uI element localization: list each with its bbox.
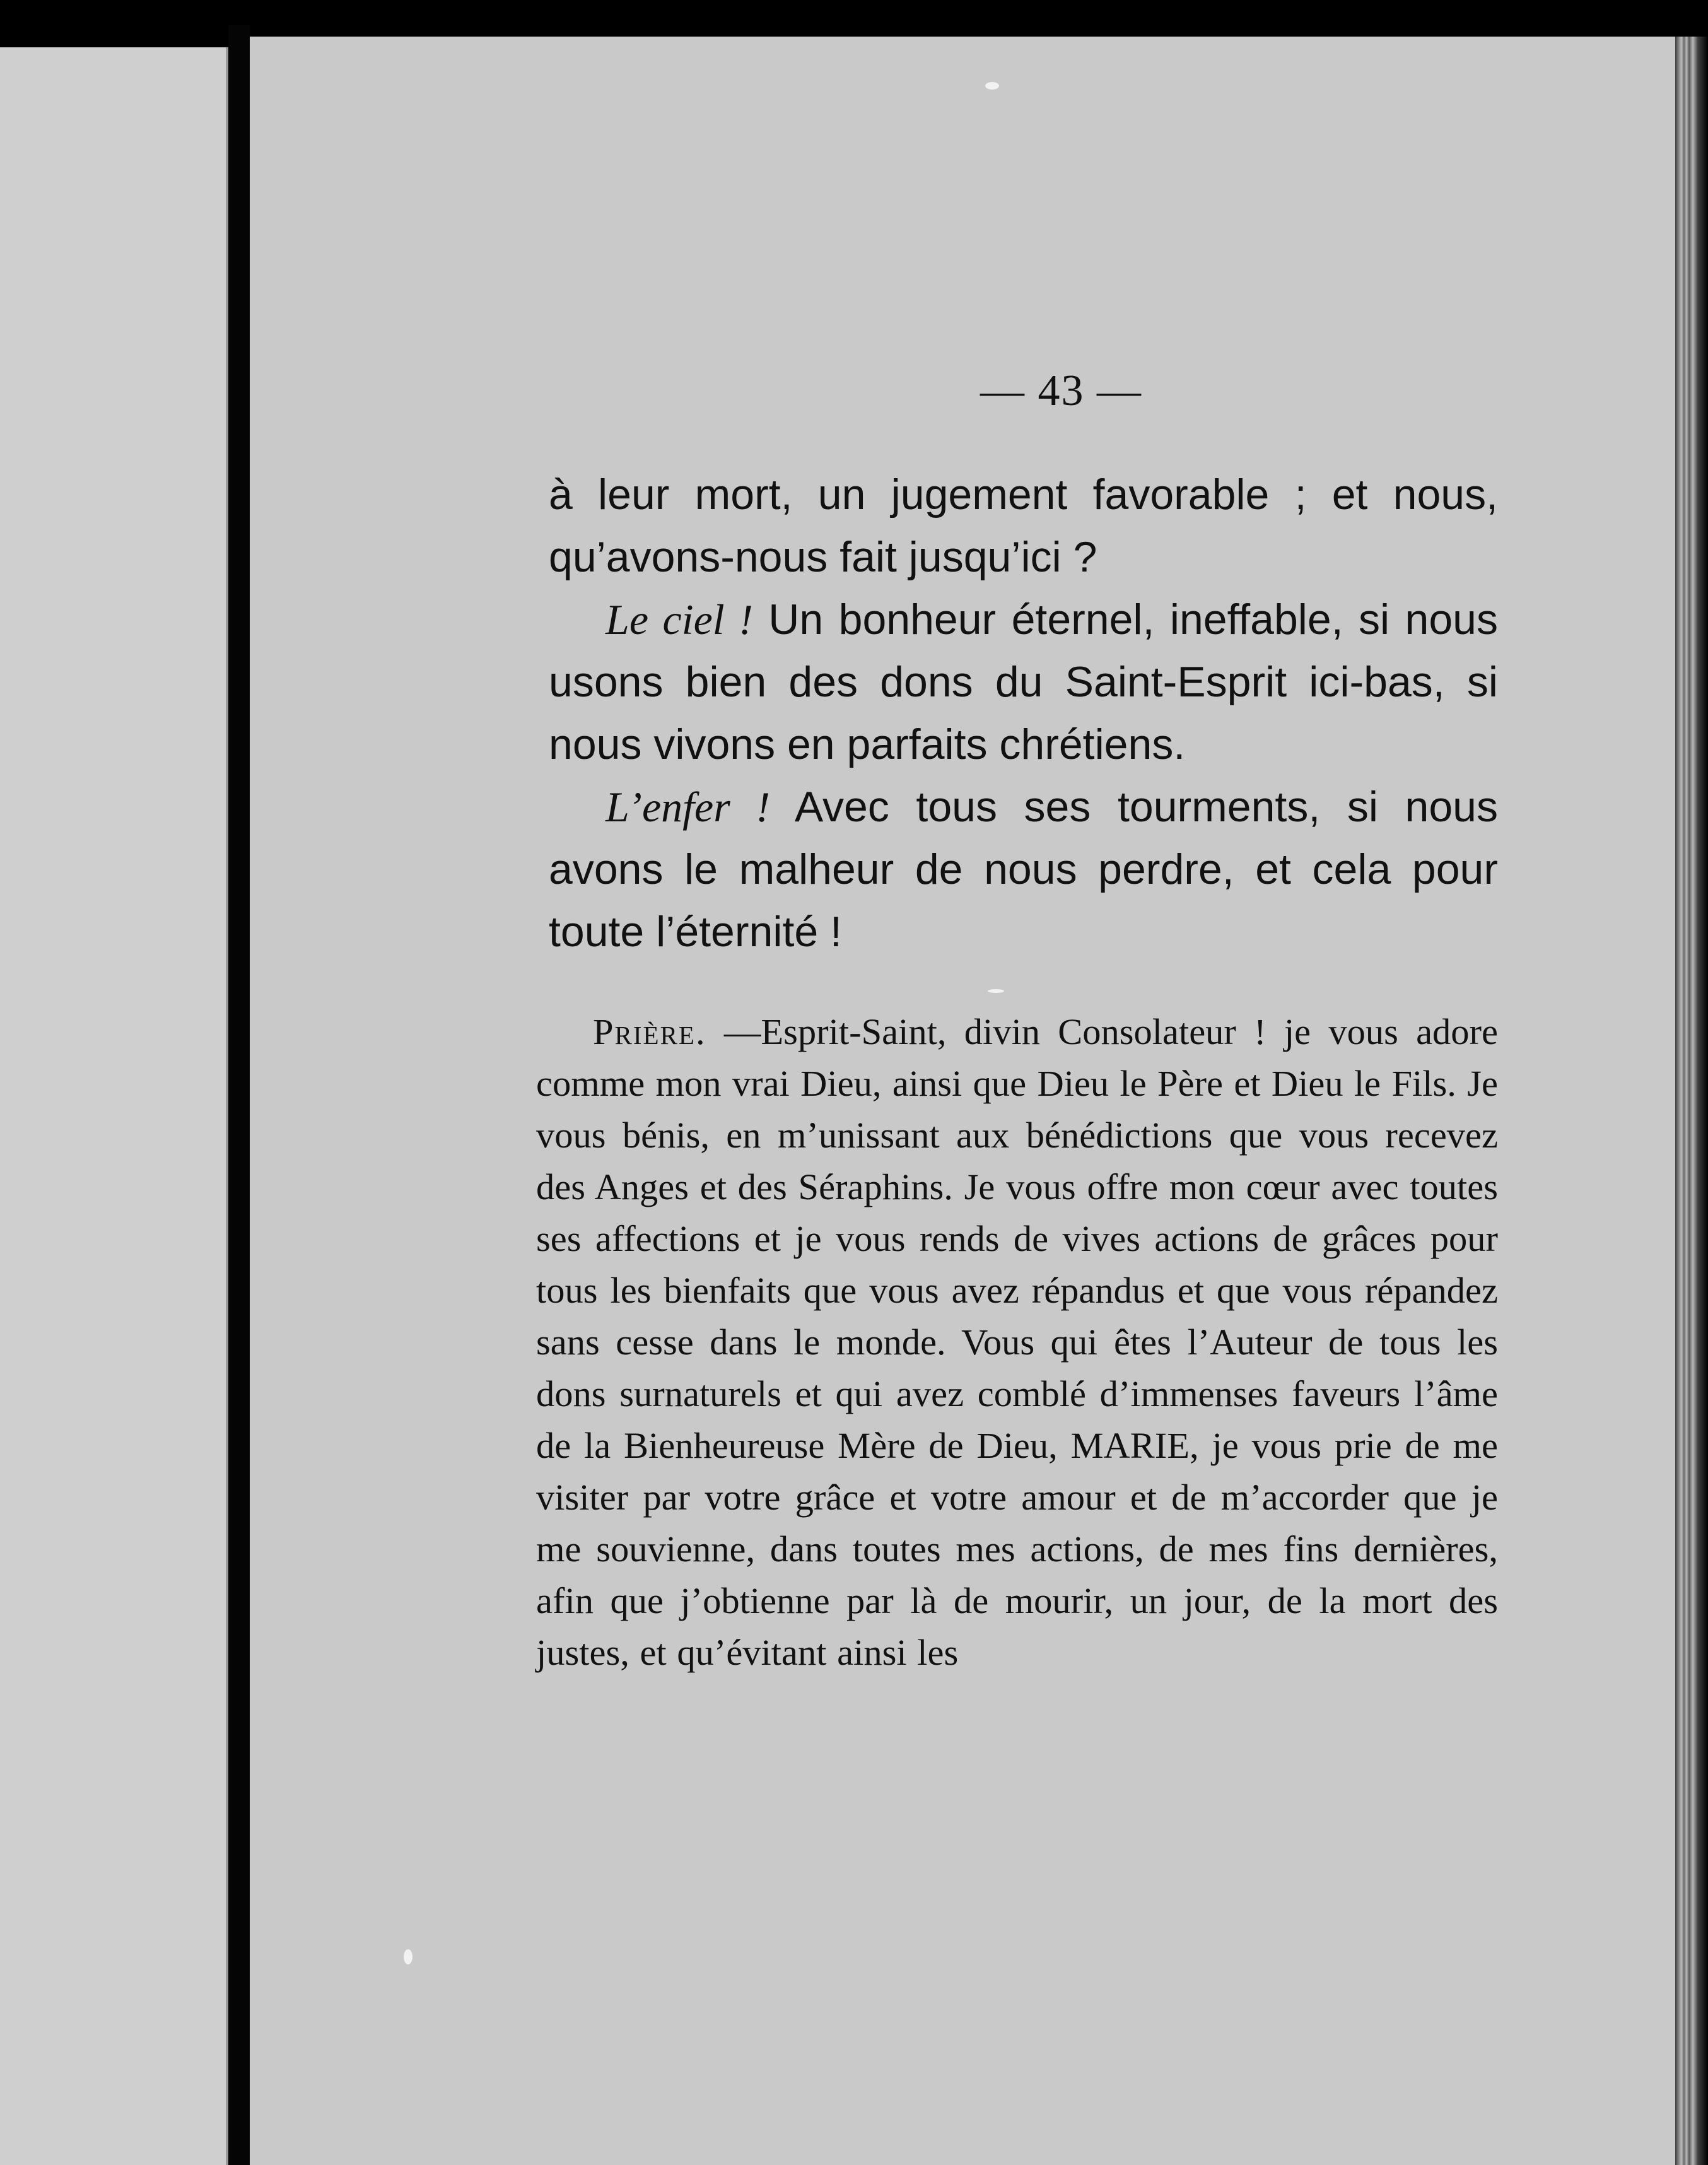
page-stack-edge — [1675, 37, 1708, 2165]
scan-top-border — [0, 0, 1708, 38]
heaven-paragraph — [549, 589, 1498, 776]
page-number: — 43 — — [980, 367, 1142, 415]
prayer-label: Prière. — [593, 1011, 706, 1052]
scan-speck — [404, 1949, 412, 1964]
page-text — [536, 366, 1499, 1679]
book-gutter — [228, 25, 250, 2165]
scan-speck — [985, 82, 999, 90]
hell-text: Avec tous ses tourments, si nous avons le malheur de nous perdre, et cela pour toute l’éternité ! — [549, 783, 1498, 956]
facing-page-edge — [0, 47, 228, 2165]
prayer-text: —Esprit-Saint, divin Consolateur ! je vous adore comme mon vrai Dieu, ainsi que Dieu le Père et Dieu le Fils. Je vous bénis, en m’unissant aux bénédictions que vous recevez des Anges et des Séraphins. Je vous offre mon cœur avec toutes ses affections et je vous rends de vives actions de grâces pour tous les bienfaits que vous avez répandus et que vous répandez sans cesse dans le monde. Vous qui êtes l’Auteur de tous les dons surnaturels et qui avez comblé d’immenses faveurs l’âme de la Bienheureuse Mère de Dieu, MARIE, je vous prie de me visiter par votre grâce et votre amour et de m’accorder que je me souvienne, dans toutes mes actions, de mes fins dernières, afin que j’obtienne par là de mourir, un jour, de la mort des justes, et qu’évitant ainsi les — [536, 1011, 1499, 1673]
heaven-text: Un bonheur éternel, ineffable, si nous usons bien des dons du Saint-Esprit ici-bas, si nous vivons en parfaits chrétiens. — [549, 596, 1498, 768]
prayer-paragraph — [536, 1006, 1498, 1679]
hell-paragraph — [549, 776, 1498, 963]
heaven-term: Le ciel ! — [605, 596, 753, 643]
hell-term: L’enfer ! — [605, 783, 771, 831]
continuation-paragraph: à leur mort, un jugement favorable ; et nous, qu’avons-nous fait jusqu’ici ? — [549, 471, 1498, 581]
